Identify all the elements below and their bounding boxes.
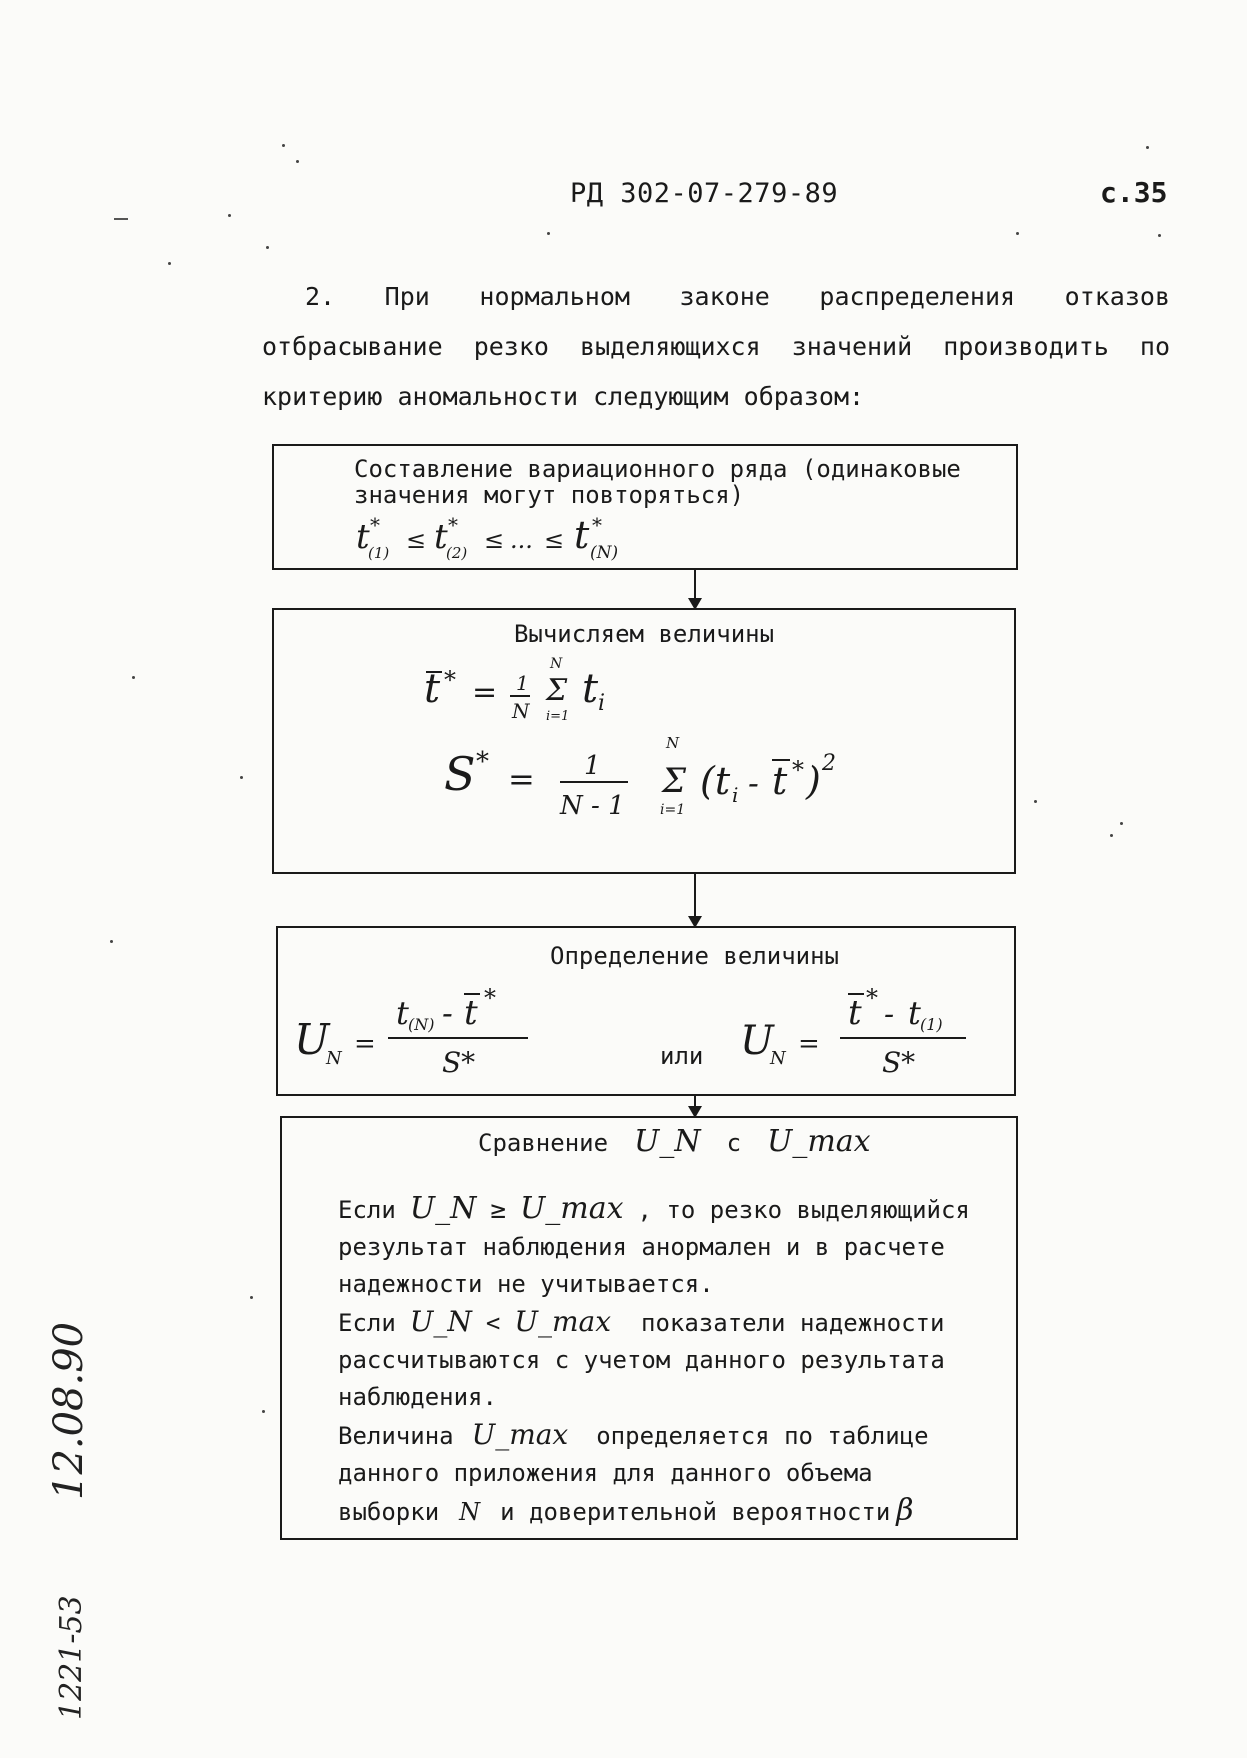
svg-text:i=1: i=1: [546, 709, 570, 724]
box4-title-umax: U_max: [767, 1124, 871, 1159]
scan-speck: [296, 160, 299, 163]
svg-text:N: N: [512, 699, 530, 723]
scan-speck: [1110, 834, 1113, 837]
box-comparison: [280, 1116, 1018, 1540]
scan-speck: [266, 246, 269, 249]
scan-speck: [168, 262, 171, 265]
svg-text:*: *: [370, 514, 380, 537]
svg-text:t: t: [582, 666, 599, 712]
svg-text:1: 1: [516, 671, 529, 695]
arrow-3: [694, 1096, 696, 1116]
beta-symbol: β: [896, 1493, 914, 1528]
svg-text:(1): (1): [920, 1015, 943, 1034]
box2-title: Вычисляем величины: [513, 620, 775, 648]
intro-text: 2. При нормальном законе распределения отказов отбрасывание резко выделяющихся значений производить по критерию аномальности следующим образом:: [262, 282, 1170, 411]
box4-title-with: с: [726, 1129, 742, 1157]
page-number: с.35: [1100, 176, 1168, 209]
svg-text:t: t: [464, 993, 478, 1033]
box-determine-value: [276, 926, 1016, 1096]
svg-text:t: t: [772, 759, 788, 803]
box4-title-un: U_N: [634, 1124, 701, 1159]
svg-text:N: N: [326, 1048, 342, 1069]
document-code: РД 302-07-279-89: [570, 178, 839, 209]
box2-formula-s: [442, 728, 922, 838]
svg-text:t: t: [434, 517, 448, 557]
svg-text:-: -: [442, 994, 453, 1032]
svg-text:S*: S*: [882, 1046, 916, 1079]
svg-text:...: ...: [510, 526, 533, 554]
svg-text:t: t: [574, 514, 590, 557]
svg-text:*: *: [592, 514, 602, 537]
box3-formula-1: [292, 982, 572, 1092]
rule1-line2: результат наблюдения анормален и в расчете: [338, 1233, 945, 1261]
svg-text:=: =: [508, 760, 535, 798]
scan-speck: [282, 144, 285, 147]
svg-text:*: *: [484, 984, 496, 1012]
svg-text:=: =: [354, 1029, 376, 1059]
scan-speck: [114, 218, 128, 220]
scan-speck: [110, 940, 113, 943]
box-compute-values: [272, 608, 1016, 874]
box1-formula: [354, 514, 754, 564]
svg-text:i: i: [598, 691, 606, 716]
svg-text:≤: ≤: [406, 526, 427, 554]
svg-text:t: t: [424, 666, 441, 712]
svg-text:U: U: [294, 1015, 330, 1064]
svg-text:t: t: [908, 994, 921, 1032]
svg-text:S: S: [444, 747, 476, 801]
umax-symbol: U_max: [520, 1191, 624, 1226]
box-variation-series: [272, 444, 1018, 570]
scan-speck: [1146, 146, 1149, 149]
svg-text:S*: S*: [442, 1046, 476, 1079]
svg-text:≤: ≤: [484, 526, 505, 554]
svg-text:N: N: [666, 734, 680, 752]
rule2-line1: Если U_N < U_max показатели надежности: [338, 1305, 945, 1338]
box1-title: Составление вариационного ряда (одинаковые значения могут повторяться): [354, 455, 961, 509]
svg-text:t: t: [356, 517, 370, 557]
rule3-line1: Величина U_max определяется по таблице: [338, 1418, 929, 1451]
rule3-line2: данного приложения для данного объема: [338, 1459, 873, 1487]
svg-text:N: N: [550, 656, 563, 672]
margin-signature-date: 12.08.90: [46, 1321, 92, 1500]
scan-speck: [262, 1410, 265, 1413]
svg-text:-: -: [748, 764, 759, 802]
svg-text:i: i: [732, 783, 739, 807]
svg-text:U: U: [740, 1018, 774, 1064]
intro-paragraph: [262, 272, 1170, 422]
rule2-line3: наблюдения.: [338, 1383, 497, 1411]
svg-text:*: *: [448, 514, 458, 537]
svg-text:t: t: [848, 993, 862, 1033]
svg-text:Σ: Σ: [662, 761, 687, 801]
box4-body: [338, 1190, 1008, 1531]
box3-formula-2: [738, 982, 998, 1092]
rule1-line3: надежности не учитывается.: [338, 1270, 714, 1298]
arrow-2: [694, 874, 696, 926]
scan-speck: [1120, 822, 1123, 825]
margin-inventory-number: 1221-53: [54, 1595, 89, 1720]
svg-text:*: *: [866, 984, 878, 1012]
svg-text:=: =: [472, 675, 498, 710]
svg-text:(t: (t: [700, 759, 731, 803]
svg-text:1: 1: [584, 751, 601, 781]
scan-speck: [1016, 232, 1019, 235]
svg-text:N - 1: N - 1: [560, 791, 625, 821]
box4-title-label: Сравнение: [478, 1129, 609, 1157]
svg-text:2: 2: [822, 751, 836, 776]
box2-formula-mean: [422, 650, 742, 730]
svg-text:(2): (2): [446, 544, 468, 562]
svg-text:(N): (N): [408, 1015, 435, 1034]
scan-speck: [250, 1296, 253, 1299]
svg-text:N: N: [770, 1048, 786, 1069]
box3-title: Определение величины: [550, 942, 839, 970]
svg-text:): ): [806, 759, 821, 803]
scan-speck: [547, 232, 550, 235]
scan-speck: [228, 214, 231, 217]
un-symbol: U_N: [409, 1191, 477, 1226]
un-symbol: U_N: [409, 1305, 472, 1338]
svg-text:*: *: [444, 666, 456, 694]
scan-speck: [1034, 800, 1037, 803]
umax-symbol: U_max: [471, 1418, 569, 1451]
svg-text:≤: ≤: [544, 526, 565, 554]
rule3-line3: выборки N и доверительной вероятности β: [338, 1492, 1008, 1531]
svg-text:*: *: [476, 747, 489, 777]
rule1-line1: Если U_N ≥ U_max , то резко выделяющийся: [338, 1191, 970, 1226]
rule2-line2: рассчитываются с учетом данного результата: [338, 1346, 945, 1374]
svg-text:i=1: i=1: [660, 802, 686, 818]
svg-text:t: t: [396, 994, 409, 1032]
svg-text:*: *: [792, 756, 804, 784]
svg-text:Σ: Σ: [546, 673, 568, 708]
svg-text:=: =: [798, 1029, 820, 1059]
scan-speck: [240, 776, 243, 779]
svg-text:-: -: [884, 997, 895, 1032]
svg-text:(1): (1): [368, 544, 390, 562]
box4-title: [478, 1124, 871, 1159]
arrow-1: [694, 570, 696, 608]
svg-text:(N): (N): [590, 543, 619, 563]
scan-speck: [132, 676, 135, 679]
n-symbol: N: [459, 1498, 481, 1526]
scan-speck: [1158, 234, 1161, 237]
box3-or-label: или: [660, 1042, 704, 1070]
umax-symbol: U_max: [514, 1305, 611, 1338]
